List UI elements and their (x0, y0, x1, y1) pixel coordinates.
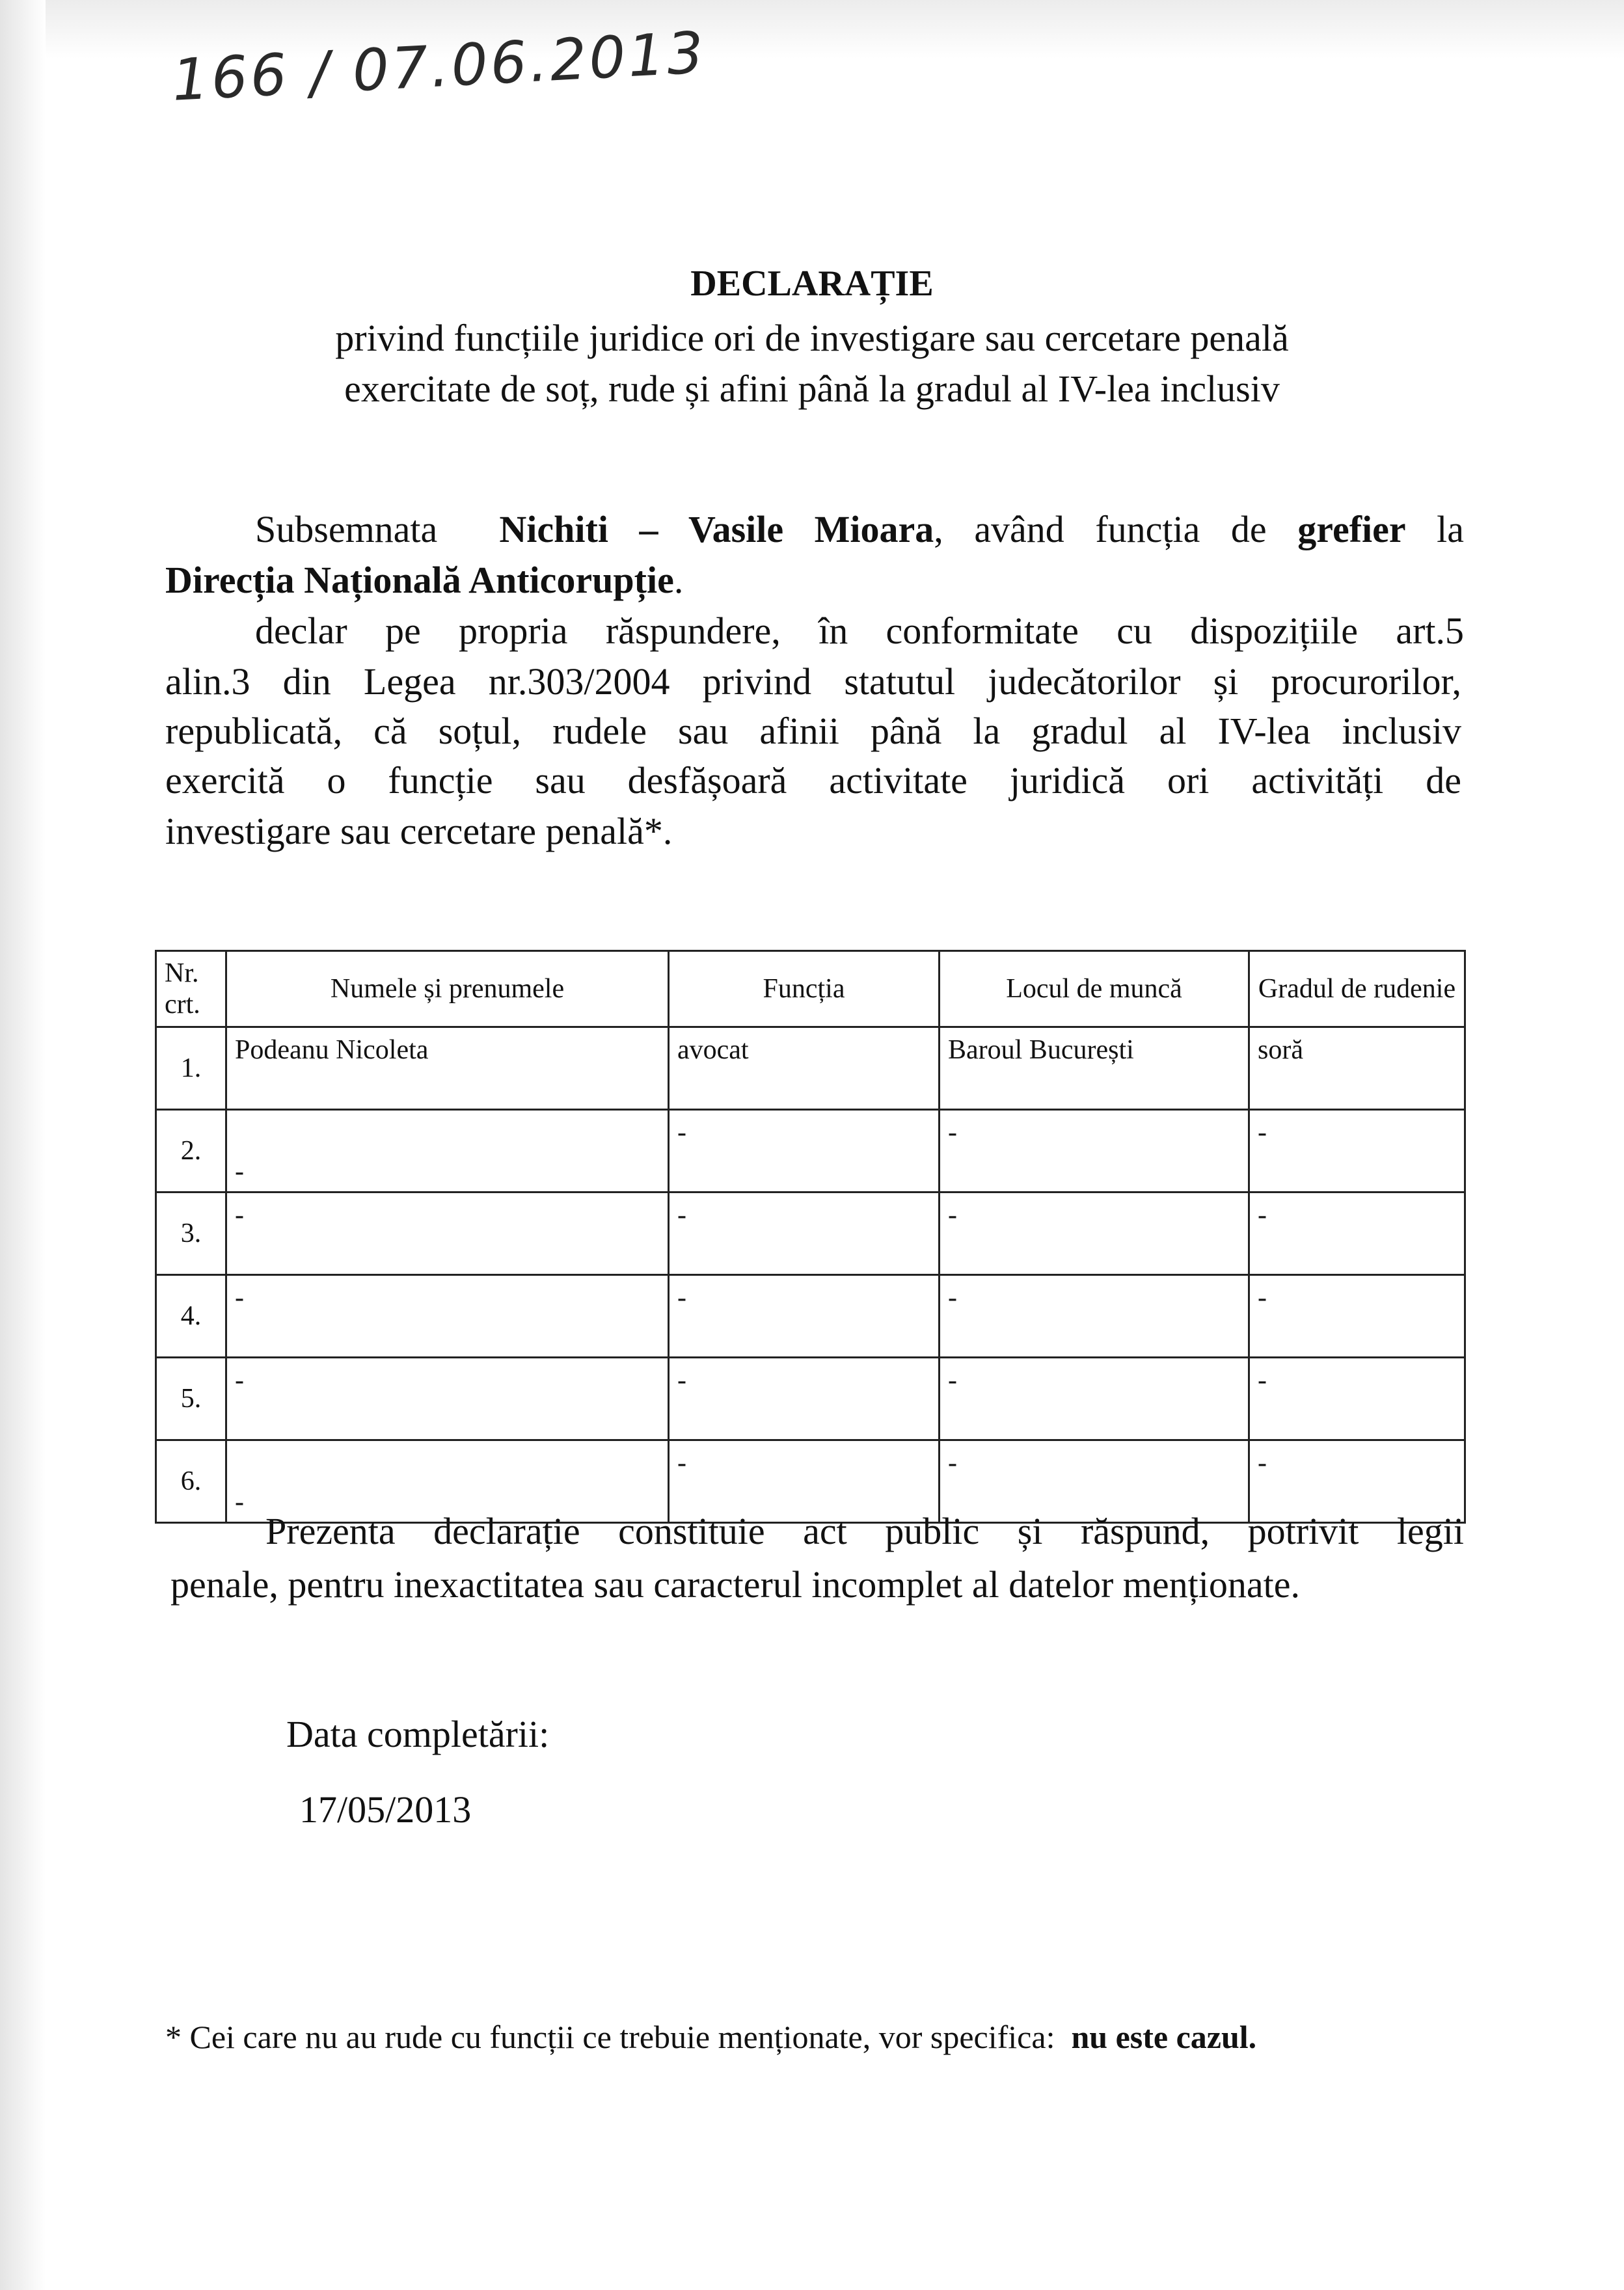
row-function: - (669, 1192, 940, 1275)
row-name: - (226, 1192, 669, 1275)
statement-line5: investigare sau cercetare penală*. (165, 810, 673, 852)
row-function: - (669, 1110, 940, 1192)
header-nr: Nr. crt. (156, 951, 226, 1027)
row-workplace: - (940, 1358, 1249, 1440)
footnote-emphasis: nu este cazul. (1071, 2019, 1257, 2055)
at-word: la (1437, 508, 1465, 550)
row-function: - (669, 1358, 940, 1440)
statement-line1: declar pe propria răspundere, în conformitate cu dispozițiile art.5 (255, 610, 1464, 652)
row-name: Podeanu Nicoleta (226, 1027, 669, 1110)
row-name: - (226, 1110, 669, 1192)
table-row (156, 1027, 1465, 1110)
row-degree: - (1249, 1358, 1465, 1440)
row-nr: 5. (156, 1358, 226, 1440)
row-degree: soră (1249, 1027, 1465, 1110)
declarant-line2 (165, 558, 683, 602)
document-title: DECLARAȚIE (690, 263, 934, 304)
row-nr: 3. (156, 1192, 226, 1275)
table-row (156, 1358, 1465, 1440)
row-workplace: - (940, 1440, 1249, 1523)
institution-period: . (673, 559, 684, 601)
row-function: - (669, 1275, 940, 1358)
header-function: Funcția (669, 951, 940, 1027)
row-degree: - (1249, 1192, 1465, 1275)
declarant-name: Nichiti – Vasile Mioara (499, 508, 934, 550)
statement-line2: alin.3 din Legea nr.303/2004 privind statutul judecătorilor și procurorilor, (165, 660, 1461, 703)
row-nr: 6. (156, 1440, 226, 1523)
relatives-table (155, 950, 1466, 1524)
row-degree: - (1249, 1275, 1465, 1358)
closing-line2: penale, pentru inexactitatea sau caracterul incomplet al datelor menționate. (170, 1563, 1300, 1606)
declarant-institution: Direcția Națională Anticorupție (165, 559, 674, 601)
row-degree: - (1249, 1440, 1465, 1523)
registration-handwritten: 166 / 07.06.2013 (170, 19, 708, 114)
statement-line3: republicată, că soțul, rudele sau afinii până la gradul al IV-lea inclusiv (165, 710, 1461, 752)
footnote (165, 2018, 1256, 2056)
row-name: - (226, 1358, 669, 1440)
table-row (156, 1192, 1465, 1275)
completion-date: 17/05/2013 (299, 1788, 472, 1831)
row-workplace: - (940, 1192, 1249, 1275)
registration-number: 166 (170, 40, 291, 114)
row-workplace: - (940, 1275, 1249, 1358)
header-workplace: Locul de muncă (940, 951, 1249, 1027)
table-header-row (156, 951, 1465, 1027)
function-prefix: , având funcția de (934, 508, 1267, 550)
declarant-line1 (255, 507, 1464, 551)
footnote-text: * Cei care nu au rude cu funcții ce trebuie menționate, vor specifica: (165, 2019, 1055, 2055)
completion-label: Data completării: (286, 1713, 550, 1755)
intro-prefix: Subsemnata (255, 508, 438, 550)
row-nr: 1. (156, 1027, 226, 1110)
document-subtitle-line1: privind funcțiile juridice ori de investigare sau cercetare penală (335, 317, 1289, 359)
statement-line4: exercită o funcție sau desfășoară activitate juridică ori activități de (165, 759, 1461, 801)
row-name: - (226, 1440, 669, 1523)
declarant-function: grefier (1297, 508, 1406, 550)
row-name: - (226, 1275, 669, 1358)
row-workplace: Baroul București (940, 1027, 1249, 1110)
closing-line1: Prezenta declarație constituie act public și răspund, potrivit legii (265, 1510, 1464, 1552)
row-function: avocat (669, 1027, 940, 1110)
row-workplace: - (940, 1110, 1249, 1192)
table-row (156, 1110, 1465, 1192)
row-degree: - (1249, 1110, 1465, 1192)
registration-date: 07.06.2013 (351, 19, 708, 105)
document-subtitle-line2: exercitate de soț, rude și afini până la gradul al IV-lea inclusiv (344, 368, 1280, 410)
header-name: Numele și prenumele (226, 951, 669, 1027)
table-row (156, 1275, 1465, 1358)
row-function: - (669, 1440, 940, 1523)
row-nr: 4. (156, 1275, 226, 1358)
row-nr: 2. (156, 1110, 226, 1192)
header-degree: Gradul de rudenie (1249, 951, 1465, 1027)
